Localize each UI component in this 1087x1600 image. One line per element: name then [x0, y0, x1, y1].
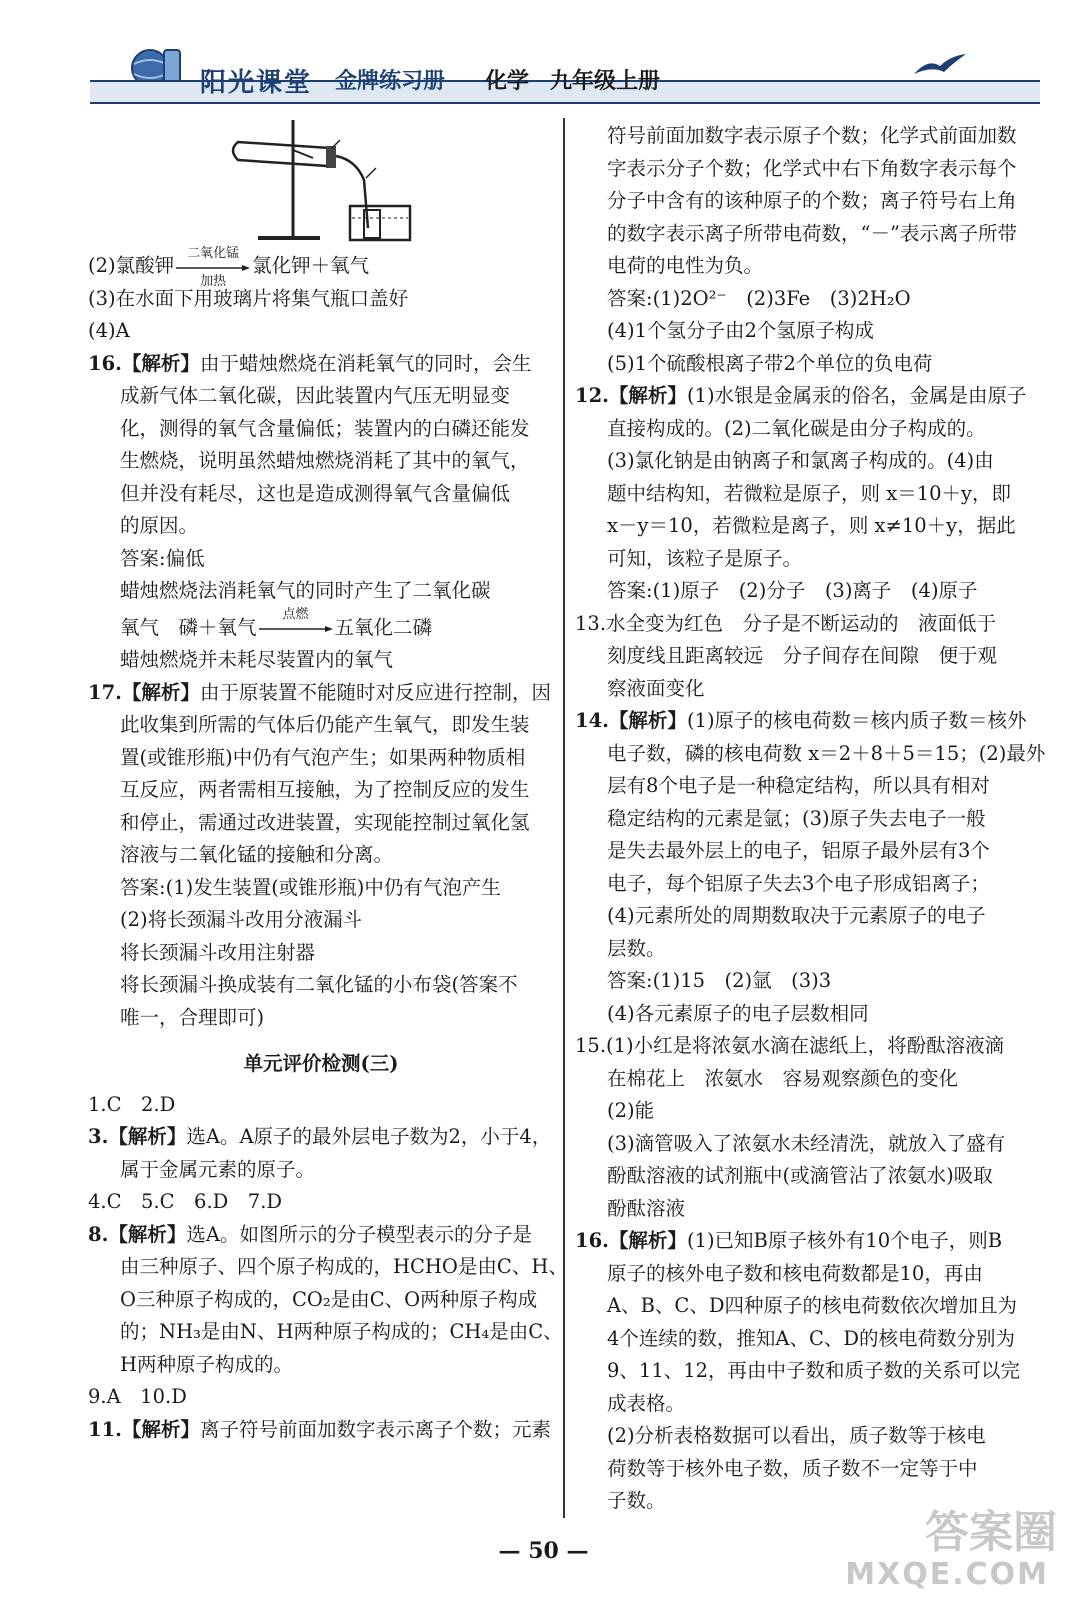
watermark-url: MXQE.COM [845, 1557, 1049, 1592]
answer-line: 答案:(1)发生装置(或锥形瓶)中仍有气泡产生 [120, 875, 501, 899]
text-line: (2)能 [607, 1099, 655, 1122]
text-line: (3)滴管吸入了浓氨水未经清洗，就放入了盛有 [607, 1131, 1006, 1155]
text-line: 在棉花上 浓氨水 容易观察颜色的变化 [607, 1066, 959, 1090]
question-13: 13.水全变为红色 分子是不断运动的 液面低于 [575, 611, 997, 635]
text-line: 分子中含有的该种原子的个数；离子符号右上角 [607, 189, 1017, 212]
text-line: 属于金属元素的原子。 [120, 1157, 316, 1181]
text-line: (2)分析表格数据可以看出，质子数等于核电 [607, 1424, 986, 1447]
arrow-right-icon [176, 265, 250, 271]
text-line: 符号前面加数字表示原子个数；化学式前面加数 [607, 124, 1017, 147]
answer-line: 4.C 5.C 6.D 7.D [88, 1190, 283, 1213]
text-line: A、B、C、D四种原子的核电荷数依次增加且为 [607, 1294, 1017, 1317]
answer-line: 蜡烛燃烧法消耗氧气的同时产生了二氧化碳 [120, 579, 491, 602]
text-line: 直接构成的。(2)二氧化碳是由分子构成的。 [607, 416, 986, 440]
text-line: 9、11、12，再由中子数和质子数的关系可以完 [607, 1359, 1021, 1382]
text-line: 层数。 [607, 936, 666, 960]
text-line: 置(或锥形瓶)中仍有气泡产生；如果两种物质相 [120, 745, 526, 769]
text-line: 和停止，需通过改进装置，实现能控制过氧化氢 [120, 810, 530, 834]
section-title: 单元评价检测(三) [243, 1052, 399, 1075]
text-line: 字表示分子个数；化学式中右下角数字表示每个 [607, 156, 1017, 180]
text-line: 生燃烧，说明虽然蜡烛燃烧消耗了其中的氧气， [120, 449, 530, 472]
text-line: 子数。 [607, 1489, 666, 1512]
text-line: 荷数等于核外电子数，质子数不一定等于中 [607, 1456, 978, 1480]
watermark-logo: 答案圈 [925, 1507, 1057, 1558]
text-line: 察液面变化 [607, 676, 705, 700]
text-line: 电子数，磷的核电荷数 x＝2＋8＋5＝15；(2)最外 [607, 741, 1046, 765]
apparatus-diagram [88, 120, 554, 250]
text-line: x－y＝10，若微粒是离子，则 x≠10＋y，据此 [607, 514, 1016, 537]
series-title: 阳光课堂 [200, 68, 313, 98]
text-line: 电子，每个铝原子失去3个电子形成铝离子； [607, 871, 990, 895]
question-14: 14.【解析】(1)原子的核电荷数＝核内质子数＝核外 [575, 709, 1027, 732]
right-column [575, 120, 1046, 1518]
text-line: 是失去最外层上的电子，铝原子最外层有3个 [607, 839, 990, 862]
answer-line: 蜡烛燃烧并未耗尽装置内的氧气 [120, 648, 394, 671]
text-line: 成表格。 [607, 1391, 686, 1415]
text-line: 4个连续的数，推知A、C、D的核电荷数分别为 [607, 1326, 1016, 1350]
text-line: O三种原子构成的，CO₂是由C、O两种原子构成 [120, 1287, 538, 1311]
oxygen-collection-apparatus-icon [88, 120, 554, 250]
answer-line: (4)1个氢分子由2个氢原子构成 [607, 319, 874, 342]
text-line: 层有8个电子是一种稳定结构，所以具有相对 [607, 774, 990, 797]
page-header [80, 50, 1040, 110]
question-8: 8.【解析】选A。如图所示的分子模型表示的分子是 [88, 1222, 532, 1246]
answer-line: 答案:(1)2O²⁻ (2)3Fe (3)2H₂O [607, 286, 911, 310]
text-line: 的原因。 [120, 514, 199, 537]
text-line: 酚酞溶液的试剂瓶中(或滴管沾了浓氨水)吸取 [607, 1164, 993, 1187]
answer-line: (4)A [88, 319, 130, 342]
question-15: 15.(1)小红是将浓氨水滴在滤纸上，将酚酞溶液滴 [575, 1034, 1005, 1057]
answer-line: 9.A 10.D [88, 1385, 187, 1408]
answer-line: 将长颈漏斗改用注射器 [120, 940, 316, 964]
answer-line: 唯一，合理即可) [120, 1005, 265, 1029]
bird-icon [910, 50, 970, 80]
text-line: 稳定结构的元素是氩；(3)原子失去电子一般 [607, 806, 986, 830]
text-line: 互反应，两者需相互接触，为了控制反应的发生 [120, 778, 530, 801]
text-line: 电荷的电性为负。 [607, 254, 764, 277]
question-3: 3.【解析】选A。A原子的最外层电子数为2，小于4， [88, 1125, 552, 1148]
answer-line: 答案:(1)原子 (2)分子 (3)离子 (4)原子 [607, 579, 978, 602]
question-11: 11.【解析】离子符号前面加数字表示离子个数；元素 [88, 1417, 551, 1441]
answer-line: 答案:(1)15 (2)氩 (3)3 [607, 969, 832, 992]
reaction-arrow: 点燃 [259, 618, 333, 638]
text-line: 酚酞溶液 [607, 1196, 686, 1220]
text-line: 化，测得的氧气含量偏低；装置内的白磷还能发 [120, 416, 530, 440]
question-16-right: 16.【解析】(1)已知B原子核外有10个电子，则B [575, 1229, 1003, 1252]
answer-line: (2)氯酸钾 二氧化锰 加热 氯化钾＋氧气 [88, 245, 370, 289]
answer-line: (2)将长颈漏斗改用分液漏斗 [120, 908, 363, 931]
question-16: 16.【解析】由于蜡烛燃烧在消耗氧气的同时，会生 [88, 351, 532, 375]
answer-line: 答案:偏低 [120, 546, 205, 570]
column-divider [563, 118, 565, 1518]
grade-label: 九年级上册 [550, 68, 661, 94]
text-line: 原子的核外电子数和核电荷数都是10，再由 [607, 1261, 983, 1285]
text-line: 可知，该粒子是原子。 [607, 546, 803, 570]
question-17: 17.【解析】由于原装置不能随时对反应进行控制，因 [88, 680, 551, 704]
text-line: 的；NH₃是由N、H两种原子构成的；CH₄是由C、 [120, 1320, 563, 1343]
answer-line: (3)在水面下用玻璃片将集气瓶口盖好 [88, 286, 409, 310]
text-line: (4)元素所处的周期数取决于元素原子的电子 [607, 904, 986, 927]
text-line: 溶液与二氧化锰的接触和分离。 [120, 843, 394, 866]
subject-label: 化学 [485, 68, 530, 94]
book-title: 金牌练习册 [335, 68, 446, 94]
text-line: 题中结构知，若微粒是原子，则 x＝10＋y，即 [607, 481, 1012, 505]
text-line: 但并没有耗尽，这也是造成测得氧气含量偏低 [120, 481, 511, 505]
reaction-arrow: 二氧化锰 加热 [176, 257, 250, 277]
text-line: 成新气体二氧化碳，因此装置内气压无明显变 [120, 384, 511, 407]
answer-line: 1.C 2.D [88, 1092, 176, 1116]
answer-line: 将长颈漏斗换成装有二氧化锰的小布袋(答案不 [120, 973, 518, 996]
answer-line: 氧气 磷＋氧气 点燃 五氧化二磷 [120, 607, 433, 639]
arrow-right-icon [259, 626, 333, 632]
text-line: 的数字表示离子所带电荷数，“－”表示离子所带 [607, 221, 1017, 245]
text-line: 此收集到所需的气体后仍能产生氧气，即发生装 [120, 713, 530, 736]
text-line: (3)氯化钠是由钠离子和氯离子构成的。(4)由 [607, 449, 994, 472]
text-line: 刻度线且距离较远 分子间存在间隙 便于观 [607, 644, 998, 667]
text-line: 由三种原子、四个原子构成的，HCHO是由C、H、 [120, 1255, 568, 1278]
page-number: — 50 — [498, 1538, 589, 1564]
answer-line: (5)1个硫酸根离子带2个单位的负电荷 [607, 351, 933, 375]
question-12: 12.【解析】(1)水银是金属汞的俗名，金属是由原子 [575, 384, 1027, 407]
answer-line: (4)各元素原子的电子层数相同 [607, 1001, 869, 1025]
text-line: H两种原子构成的。 [120, 1352, 294, 1376]
left-column [88, 120, 568, 1446]
